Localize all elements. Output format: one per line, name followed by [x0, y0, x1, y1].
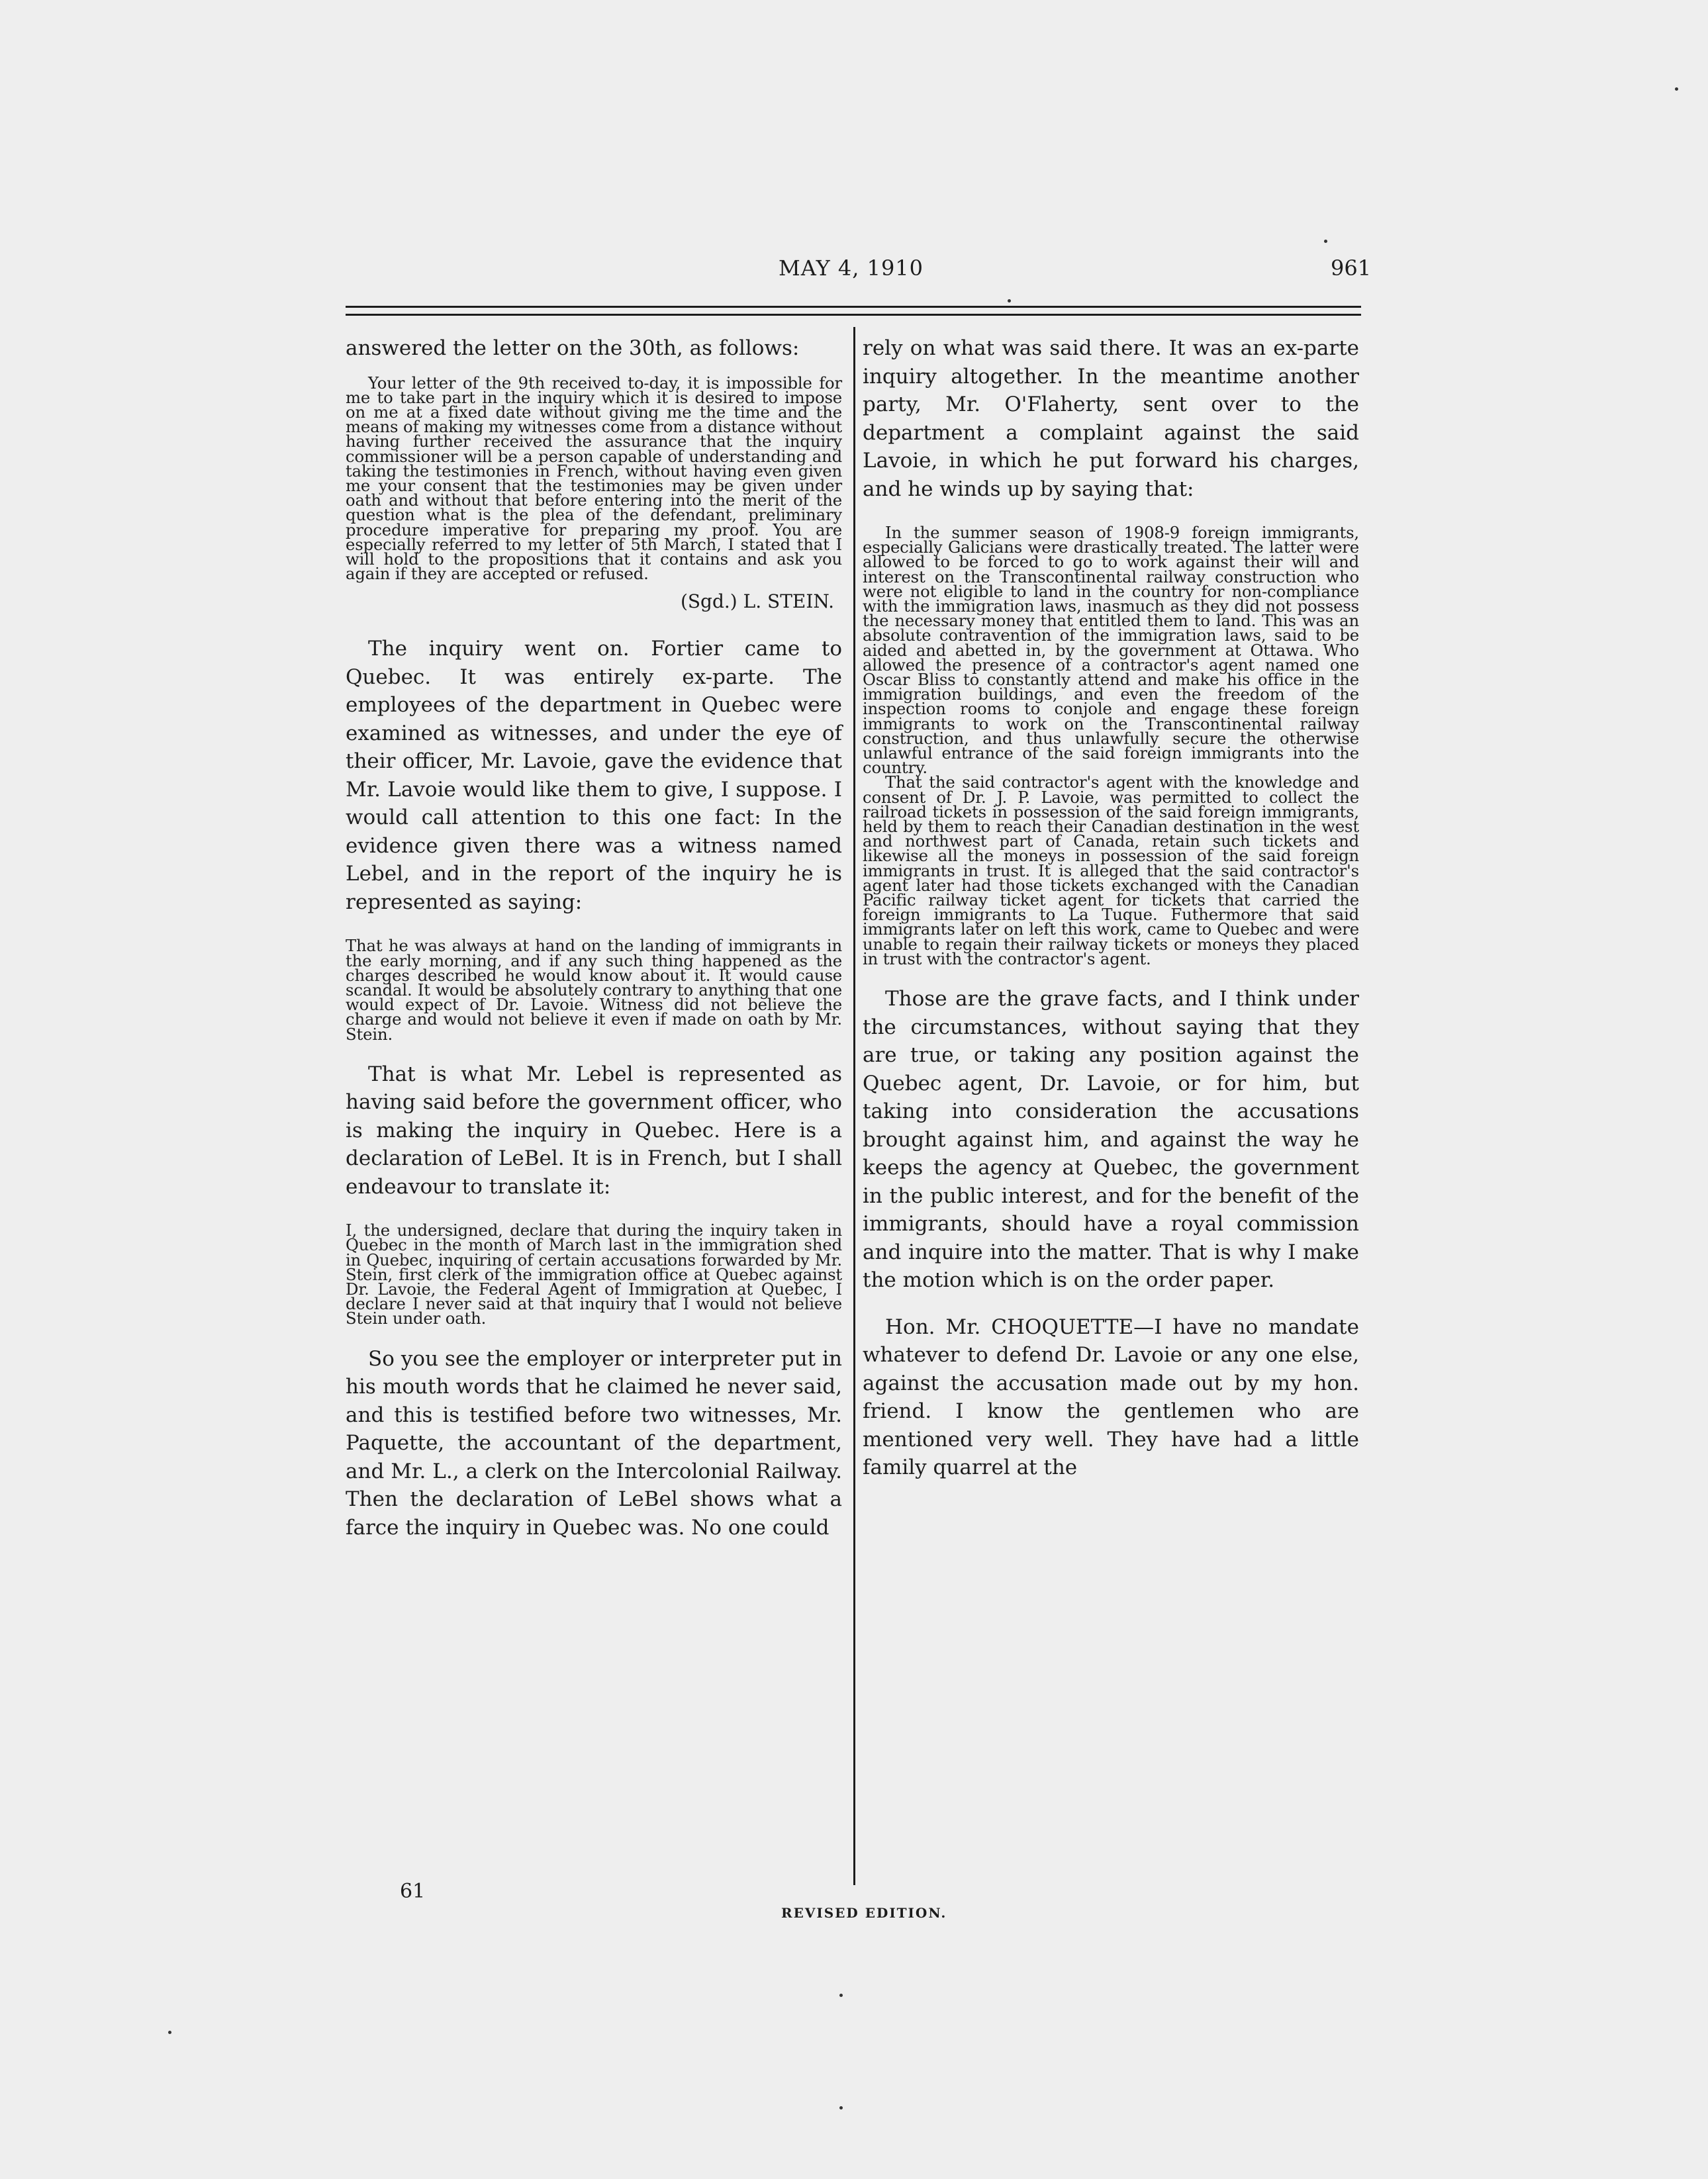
- quoted-declaration: I, the undersigned, declare that during the inquiry taken in Quebec in the month of March last in the immigration shed in Quebec, inquiring of certain accusations forwarded by Mr. Stein, first clerk of the immigration office at Quebec against Dr. Lavoie, the Federal Agent of Immigration at Quebec, I declare I never said at that inquiry that I would not believe Stein under oath.: [346, 1221, 842, 1328]
- column-divider: [853, 327, 855, 1885]
- paper-speck: [1008, 299, 1011, 302]
- running-head-date: MAY 4, 1910: [779, 255, 924, 281]
- body-paragraph: rely on what was said there. It was an ex-parte inquiry altogether. In the meantime another party, Mr. O'Flaherty, sent over to the department a complaint against the said Lavoie, in which he put forward his charges, and he winds up by saying that:: [863, 336, 1359, 501]
- header-rule-bottom: [346, 314, 1361, 316]
- body-paragraph: So you see the employer or interpreter put in his mouth words that he claimed he never said, and this is testified before two witnesses, Mr. Paquette, the accountant of the department, and Mr. L., a clerk on the Intercolonial Railway. Then the declaration of LeBel shows what a farce the inquiry in Quebec was. No one could: [346, 1346, 842, 1540]
- paper-speck: [839, 1994, 843, 1997]
- paper-speck: [1675, 87, 1678, 91]
- paper-speck: [839, 2106, 843, 2109]
- paper-speck: [1324, 240, 1327, 243]
- quoted-letter: Your letter of the 9th received to-day, it is impossible for me to take part in the inquiry which it is desired to impose on me at a fixed date without giving me the time and the means of making my witnesses come from a distance without having further received the assurance that the inquiry commissioner will be a person capable of understanding and taking the testimonies in French, without having even given me your consent that the testimonies may be given under oath and without that before entering into the merit of the question what is the plea of the defendant, preliminary procedure imperative for preparing my proof. You are especially referred to my letter of 5th March, I stated that I will hold to the propositions that it contains and ask you again if they are accepted or refused.: [346, 373, 842, 584]
- page-number: 961: [1331, 255, 1372, 281]
- body-paragraph: That is what Mr. Lebel is represented as having said before the government officer, who is making the inquiry in Quebec. Here is a declaration of LeBel. It is in French, but I shall endeavour to translate it:: [346, 1062, 842, 1199]
- letter-signature: (Sgd.) L. STEIN.: [680, 590, 834, 613]
- quoted-complaint: In the summer season of 1908-9 foreign immigrants, especially Galicians were drastically treated. The latter were allowed to be forced to go to work against their will and interest on the Transcontinental railway construction who were not eligible to land in the country for non-compliance with the immigration laws, inasmuch as they did not possess the necessary money that entitled them to land. This was an absolute contravention of the immigration laws, said to be aided and abetted in, by the government at Ottawa. Who allowed the presence of a contractor's agent named one Oscar Bliss to constantly attend and make his office in the immigration buildings, and even the freedom of the inspection rooms to conjole and engage these foreign immigrants to work on the Transcontinental railway construction, and thus unlawfully secure the otherwise unlawful entrance of the said foreign immigrants into the country.: [863, 523, 1359, 778]
- body-paragraph: Those are the grave facts, and I think under the circumstances, without saying that they are true, or taking any position against the Quebec agent, Dr. Lavoie, or for him, but taking into consideration the accusations brought against him, and against the way he keeps the agency at Quebec, the government in the public interest, and for the benefit of the immigrants, should have a royal commission and inquire into the matter. That is why I make the motion which is on the order paper.: [863, 987, 1359, 1293]
- body-paragraph: Hon. Mr. CHOQUETTE—I have no mandate whatever to defend Dr. Lavoie or any one else, against the accusation made out by my hon. friend. I know the gentlemen who are mentioned very well. They have had a little family quarrel at the: [863, 1315, 1359, 1480]
- paper-speck: [168, 2031, 171, 2034]
- right-column: [863, 334, 1359, 1482]
- body-paragraph: The inquiry went on. Fortier came to Quebec. It was entirely ex-parte. The employees of the department in Quebec were examined as witnesses, and under the eye of their officer, Mr. Lavoie, gave the evidence that Mr. Lavoie would like them to give, I suppose. I would call attention to this one fact: In the evidence given there was a witness named Lebel, and in the report of the inquiry he is represented as saying:: [346, 637, 842, 914]
- quoted-report: That he was always at hand on the landing of immigrants in the early morning, and if any such thing happened as the charges described he would know about it. It would cause scandal. It would be absolutely contrary to anything that one would expect of Dr. Lavoie. Witness did not believe the charge and would not believe it even if made on oath by Mr. Stein.: [346, 936, 842, 1044]
- body-paragraph: answered the letter on the 30th, as follows:: [346, 336, 800, 360]
- header-rule-top: [346, 306, 1361, 308]
- quoted-complaint: That the said contractor's agent with the knowledge and consent of Dr. J. P. Lavoie, was permitted to collect the railroad tickets in possession of the said foreign immigrants, held by them to reach their Canadian destination in the west and northwest part of Canada, retain such tickets and likewise all the moneys in possession of the said foreign immigrants in trust. It is alleged that the said contractor's agent later had those tickets exchanged with the Canadian Pacific railway ticket agent for tickets that carried the foreign immigrants to La Tuque. Futhermore that said immigrants later on left this work, came to Quebec and were unable to regain their railway tickets or moneys they placed in trust with the contractor's agent.: [863, 772, 1359, 968]
- signature-mark: 61: [400, 1880, 426, 1903]
- left-column: [346, 334, 842, 1542]
- edition-note: REVISED EDITION.: [781, 1905, 947, 1921]
